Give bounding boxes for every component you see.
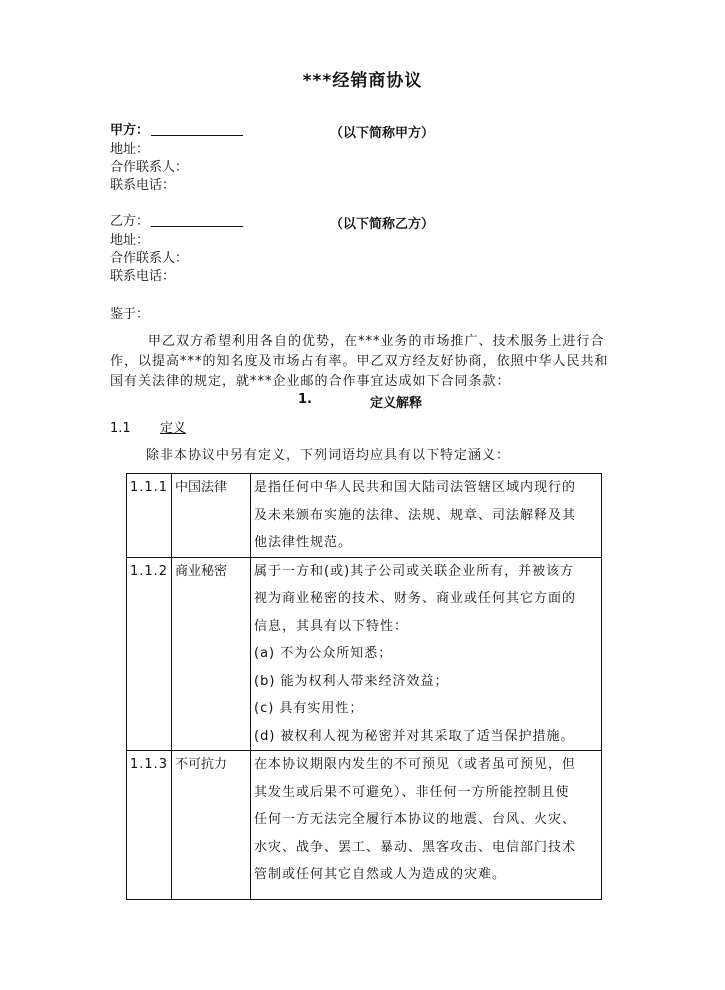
definition-description xyxy=(251,474,602,558)
party-b-address: 地址： xyxy=(110,233,150,248)
definition-term: 不可抗力 xyxy=(172,751,251,900)
definition-line: 及未来颁布实施的法律、法规、规章、司法解释及其 xyxy=(254,507,577,523)
clause-number: 1.1 xyxy=(110,421,131,436)
definition-row xyxy=(127,751,602,900)
definition-description xyxy=(251,557,602,751)
party-b-line xyxy=(110,213,243,231)
definition-line: 在本协议期限内发生的不可预见（或者虽可预见，但 xyxy=(254,757,577,772)
definition-line: (b) 能为权利人带来经济效益； xyxy=(254,673,449,689)
party-b-blank xyxy=(151,213,243,227)
definition-line: 其发生或后果不可避免）、非任何一方所能控制且使 xyxy=(254,784,570,800)
party-b-phone: 联系电话： xyxy=(110,269,176,284)
definition-line: 他法律性规范。 xyxy=(254,535,353,550)
definition-row xyxy=(127,474,602,558)
definition-line: (d) 被权利人视为秘密并对其采取了适当保护措施。 xyxy=(254,728,575,744)
party-b-label: 乙方： xyxy=(110,214,150,229)
party-a-phone: 联系电话： xyxy=(110,178,176,193)
whereas-label: 鉴于： xyxy=(110,307,150,322)
definition-line: 视为商业秘密的技术、财务、商业或任何其它方面的 xyxy=(254,591,577,606)
party-b-abbr: （以下简称乙方） xyxy=(330,217,435,232)
definition-line: (c) 具有实用性； xyxy=(254,701,364,716)
definition-line: 是指任何中华人民共和国大陆司法管辖区域内现行的 xyxy=(254,480,577,495)
party-a-contact: 合作联系人： xyxy=(110,160,189,175)
definition-number: 1.1.1 xyxy=(127,474,172,558)
definition-line: 任何一方无法完全履行本协议的地震、台风、火灾、 xyxy=(254,812,577,827)
section-title: 定义解释 xyxy=(370,396,423,411)
definitions-table xyxy=(126,473,602,900)
definition-number: 1.1.2 xyxy=(127,557,172,751)
party-a-abbr: （以下简称甲方） xyxy=(330,126,435,141)
clause-heading xyxy=(110,420,187,438)
definition-term: 中国法律 xyxy=(172,474,251,558)
definition-line: 属于一方和(或)其子公司或关联企业所有，并被该方 xyxy=(254,563,575,579)
party-a-address: 地址： xyxy=(110,142,150,157)
section-number: 1. xyxy=(298,392,312,407)
document-title: ***经销商协议 xyxy=(302,71,423,91)
definitions-body xyxy=(127,474,602,900)
definition-line: 水灾、战争、罢工、暴动、黑客攻击、电信部门技术 xyxy=(254,839,577,855)
definition-row xyxy=(127,557,602,751)
party-a-blank xyxy=(151,122,243,136)
definition-line: 信息，其具有以下特性： xyxy=(254,618,409,634)
definition-line: (a) 不为公众所知悉； xyxy=(254,646,393,661)
definition-line: 管制或任何其它自然或人为造成的灾难。 xyxy=(254,867,507,882)
party-a-line xyxy=(110,122,243,140)
clause-title: 定义 xyxy=(160,421,187,436)
clause-intro: 除非本协议中另有定义，下列词语均应具有以下特定涵义： xyxy=(146,448,511,463)
whereas-paragraph: 甲乙双方希望利用各自的优势，在***业务的市场推广、技术服务上进行合作，以提高***的知名度及市场占有率。甲乙双方经友好协商，依照中华人民共和国有关法律的规定，就***企业邮的合作事宜达成如下合同条款： xyxy=(110,334,609,389)
party-a-label: 甲方： xyxy=(110,123,150,138)
definition-number: 1.1.3 xyxy=(127,751,172,900)
definition-term: 商业秘密 xyxy=(172,557,251,751)
party-b-contact: 合作联系人： xyxy=(110,251,189,266)
definition-description xyxy=(251,751,602,900)
